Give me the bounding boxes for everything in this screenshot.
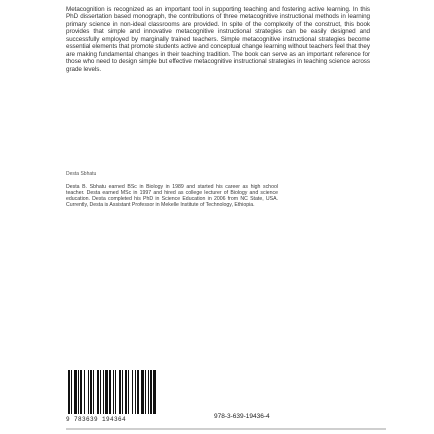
book-description: Metacognition is recognized as an important tool in supporting teaching and fostering active learning. In this PhD dissertation based monograph, the contributions of three metacognitive instructional methods in learning primary science in non-ideal classrooms are provided. In spite of the complexity of the construct, this book provides that simple and innovative metacognitive instructional strategies can be easily designed and successfully employed by marginally trained teachers. Simple metacognitive instructional strategies become essential elements that promote students active and conceptual change learning without teachers feel that they are making fundamental changes in their teaching tradition. The book can serve as an important reference for those who need to design simple but effective metacognitive instructional strategies in teaching science across grade levels.: [66, 6, 370, 73]
author-biography: Desta B. Sbhatu earned BSc in Biology in 1989 and started his career as high school teacher. Desta earned MSc in 1997 and hired as college lecturer of Biology and science education. Desta completed his PhD in Science Education in 2006 from NC State, USA. Currently, Desta is Assistant Professor in Mekelle Institute of Technology, Ethiopia.: [66, 184, 278, 209]
author-name: Desta Sbhatu: [66, 171, 97, 177]
barcode-block: [66, 370, 276, 422]
bottom-divider: [66, 428, 386, 430]
barcode-icon: [66, 370, 198, 416]
barcode-number: 9 783639 194364: [66, 416, 127, 423]
isbn-number: 978-3-639-19436-4: [214, 413, 270, 420]
